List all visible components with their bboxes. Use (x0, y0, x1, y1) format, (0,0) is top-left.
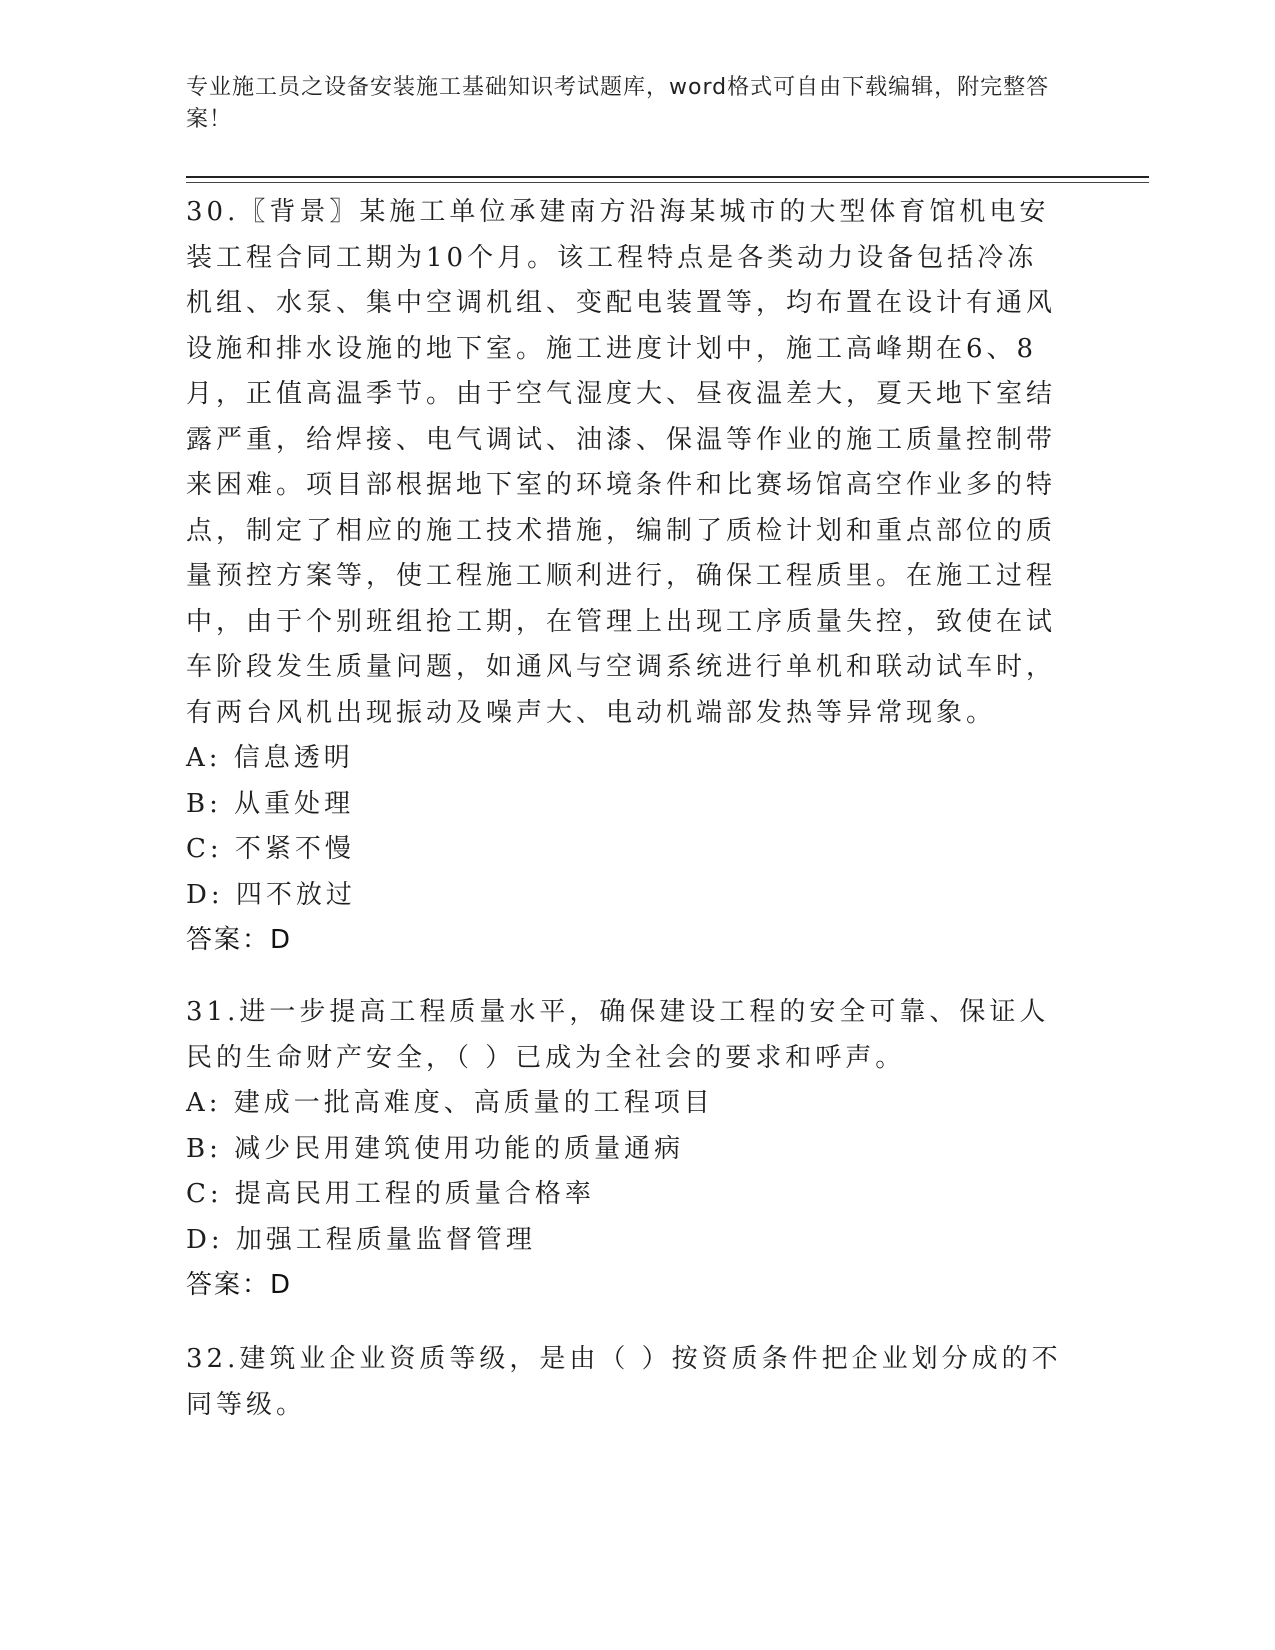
question-stem: 31.进一步提高工程质量水平，确保建设工程的安全可靠、保证人民的生命财产安全，（ ）已成为全社会的要求和呼声。 (186, 997, 1050, 1073)
answer: 答案：D (186, 1270, 293, 1300)
header-divider-thick (186, 176, 1149, 178)
option-c: C: 不紧不慢 (186, 834, 355, 864)
option-a: A: 建成一批高难度、高质量的工程项目 (186, 1088, 714, 1118)
question-32 (186, 1337, 1066, 1428)
option-b: B: 减少民用建筑使用功能的质量通病 (186, 1133, 685, 1164)
option-a: A: 信息透明 (186, 743, 354, 773)
option-d: D: 四不放过 (186, 879, 356, 910)
answer: 答案：D (186, 925, 293, 955)
question-stem: 30.〖背景〗某施工单位承建南方沿海某城市的大型体育馆机电安装工程合同工期为10个月。该工程特点是各类动力设备包括冷冻机组、水泵、集中空调机组、变配电装置等，均布置在设计有通风设施和排水设施的地下室。施工进度计划中，施工高峰期在6、8月，正值高温季节。由于空气湿度大、昼夜温差大，夏天地下室结露严重，给焊接、电气调试、油漆、保温等作业的施工质量控制带来困难。项目部根据地下室的环境条件和比赛场馆高空作业多的特点，制定了相应的施工技术措施，编制了质检计划和重点部位的质量预控方案等，使工程施工顺利进行，确保工程质里。在施工过程中，由于个别班组抢工期，在管理上出现工序质量失控，致使在试车阶段发生质量问题，如通风与空调系统进行单机和联动试车时，有两台风机出现振动及噪声大、电动机端部发热等异常现象。 (186, 197, 1057, 728)
header-divider-thin (186, 182, 1149, 183)
question-30 (186, 190, 1066, 964)
document-header: 专业施工员之设备安装施工基础知识考试题库，word格式可自由下载编辑，附完整答案！ (186, 75, 1050, 132)
option-b: B: 从重处理 (186, 788, 355, 819)
question-31 (186, 990, 1066, 1309)
option-d: D: 加强工程质量监督管理 (186, 1224, 536, 1255)
question-stem: 32.建筑业企业资质等级，是由（ ）按资质条件把企业划分成的不同等级。 (186, 1344, 1062, 1420)
option-c: C: 提高民用工程的质量合格率 (186, 1179, 595, 1209)
